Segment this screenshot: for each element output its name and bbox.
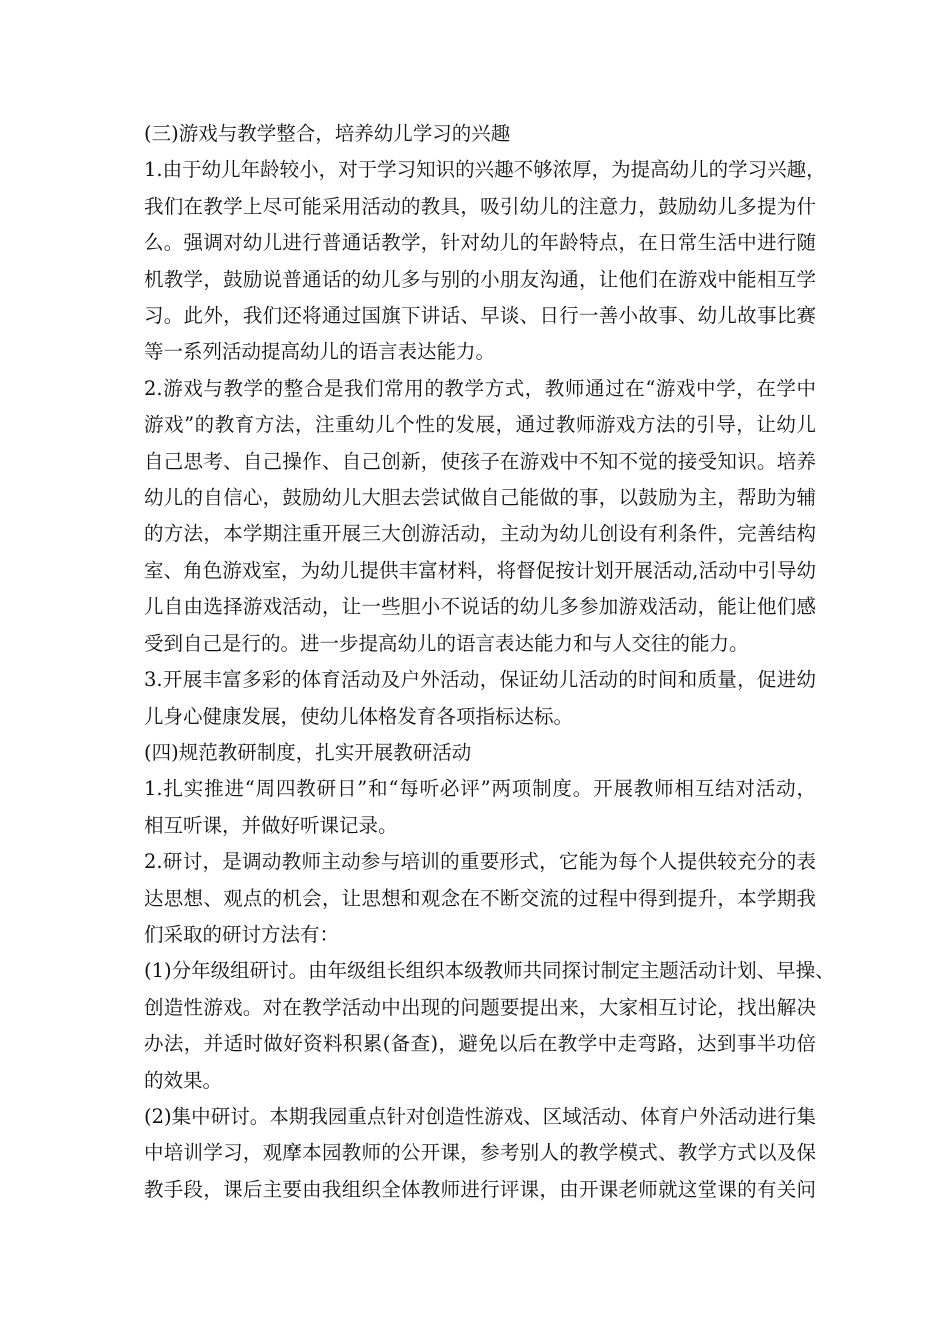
text-line: 1.由于幼儿年龄较小，对于学习知识的兴趣不够浓厚，为提高幼儿的学习兴趣， [144,158,826,182]
text-line: 创造性游戏。对在教学活动中出现的问题要提出来，大家相互讨论，找出解决 [144,995,816,1019]
text-line: 相互听课，并做好听课记录。 [144,813,398,837]
text-line: (1)分年级组研讨。由年级组长组织本级教师共同探讨制定主题活动计划、早操、 [144,959,835,983]
document-body [144,116,835,1208]
text-line: 们采取的研讨方法有： [144,922,340,946]
text-line: 3.开展丰富多彩的体育活动及户外活动，保证幼儿活动的时间和质量，促进幼 [144,668,816,692]
text-line: 2.游戏与教学的整合是我们常用的教学方式，教师通过在“游戏中学，在学中 [144,376,816,400]
text-line: 游戏”的教育方法，注重幼儿个性的发展，通过教师游戏方法的引导，让幼儿 [144,413,816,437]
text-line: 儿自由选择游戏活动，让一些胆小不说话的幼儿多参加游戏活动，能让他们感 [144,595,816,619]
text-line: 儿身心健康发展，使幼儿体格发育各项指标达标。 [144,704,574,728]
text-line: 等一系列活动提高幼儿的语言表达能力。 [144,340,496,364]
text-line: 室、角色游戏室，为幼儿提供丰富材料，将督促按计划开展活动,活动中引导幼 [144,558,816,582]
text-line: 我们在教学上尽可能采用活动的教具，吸引幼儿的注意力，鼓励幼儿多提为什 [144,194,816,218]
text-line: 2.研讨，是调动教师主动参与培训的重要形式，它能为每个人提供较充分的表 [144,850,816,874]
text-line: 习。此外，我们还将通过国旗下讲话、早谈、日行一善小故事、幼儿故事比赛 [144,304,816,328]
text-line: 么。强调对幼儿进行普通话教学，针对幼儿的年龄特点，在日常生活中进行随 [144,231,816,255]
text-line: (三)游戏与教学整合，培养幼儿学习的兴趣 [144,122,511,145]
text-line: 教手段，课后主要由我组织全体教师进行评课，由开课老师就这堂课的有关问 [144,1177,816,1201]
text-line: 机教学，鼓励说普通话的幼儿多与别的小朋友沟通，让他们在游戏中能相互学 [144,267,816,291]
text-line: (四)规范教研制度，扎实开展教研活动 [144,740,472,764]
text-line: 办法，并适时做好资料积累(备查)，避免以后在教学中走弯路，达到事半功倍 [144,1032,816,1056]
text-line: 中培训学习，观摩本园教师的公开课，参考别人的教学模式、教学方式以及保 [144,1141,816,1165]
text-line: 的效果。 [144,1068,223,1092]
text-line: 1.扎实推进“周四教研日”和“每听必评”两项制度。开展教师相互结对活动， [144,777,816,801]
text-line: 幼儿的自信心，鼓励幼儿大胆去尝试做自己能做的事，以鼓励为主，帮助为辅 [144,486,816,510]
text-line: (2)集中研讨。本期我园重点针对创造性游戏、区域活动、体育户外活动进行集 [144,1104,816,1128]
text-line: 自己思考、自己操作、自己创新，使孩子在游戏中不知不觉的接受知识。培养 [144,449,816,473]
text-line: 达思想、观点的机会，让思想和观念在不断交流的过程中得到提升，本学期我 [144,886,816,910]
text-line: 受到自己是行的。进一步提高幼儿的语言表达能力和与人交往的能力。 [144,631,749,655]
text-line: 的方法，本学期注重开展三大创游活动，主动为幼儿创设有利条件，完善结构 [144,522,816,546]
